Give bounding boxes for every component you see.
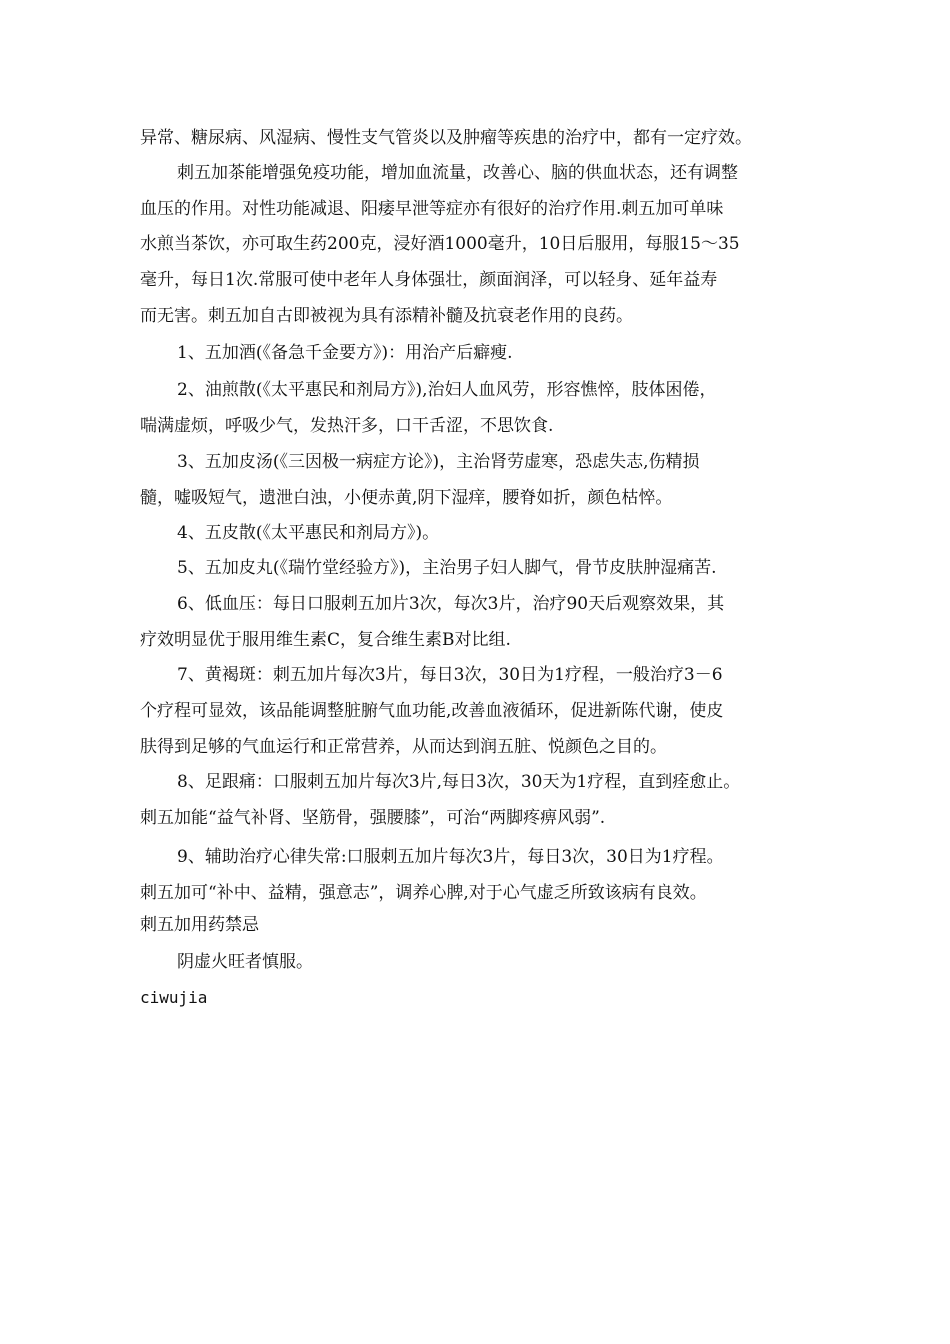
- list-item: 4、五皮散(《太平惠民和剂局方》)。: [177, 523, 440, 543]
- paragraph-line: 异常、糖尿病、风湿病、慢性支气管炎以及肿瘤等疾患的治疗中，都有一定疗效。: [140, 128, 752, 148]
- paragraph-line: 血压的作用。对性功能减退、阳痿早泄等症亦有很好的治疗作用.刺五加可单味: [140, 199, 724, 219]
- paragraph-line: 髓，嘘吸短气，遗泄白浊，小便赤黄,阴下湿痒，腰脊如折，颜色枯悴。: [140, 488, 673, 508]
- section-heading: 刺五加用药禁忌: [140, 915, 259, 935]
- paragraph-line: 刺五加可“补中、益精，强意志”，调养心脾,对于心气虚乏所致该病有良效。: [140, 883, 707, 903]
- paragraph-line: 刺五加茶能增强免疫功能，增加血流量，改善心、脑的供血状态，还有调整: [177, 163, 738, 183]
- paragraph-line: 阴虚火旺者慎服。: [177, 952, 313, 972]
- list-item: 6、低血压：每日口服刺五加片3次，每次3片，治疗90天后观察效果，其: [177, 594, 725, 614]
- paragraph-line: 毫升，每日1次.常服可使中老年人身体强壮，颜面润泽，可以轻身、延年益寿: [140, 270, 718, 290]
- list-item: 8、足跟痛：口服刺五加片每次3片,每日3次，30天为1疗程，直到痊愈止。: [177, 772, 741, 792]
- footer-text: ciwujia: [140, 988, 208, 1007]
- paragraph-line: 疗效明显优于服用维生素C，复合维生素B对比组.: [140, 630, 511, 650]
- list-item: 1、五加酒(《备急千金要方》)：用治产后癖瘦.: [177, 343, 513, 363]
- paragraph-line: 肤得到足够的气血运行和正常营养，从而达到润五脏、悦颜色之目的。: [140, 737, 667, 757]
- paragraph-line: 水煎当茶饮，亦可取生药200克，浸好酒1000毫升，10日后服用，每服15～35: [140, 234, 740, 254]
- list-item: 9、辅助治疗心律失常:口服刺五加片每次3片，每日3次，30日为1疗程。: [177, 847, 724, 867]
- paragraph-line: 而无害。刺五加自古即被视为具有添精补髓及抗衰老作用的良药。: [140, 306, 633, 326]
- paragraph-line: 刺五加能“益气补肾、坚筋骨，强腰膝”，可治“两脚疼痹风弱”.: [140, 808, 606, 828]
- paragraph-line: 个疗程可显效，该品能调整脏腑气血功能,改善血液循环，促进新陈代谢，使皮: [140, 701, 724, 721]
- list-item: 5、五加皮丸(《瑞竹堂经验方》)，主治男子妇人脚气，骨节皮肤肿湿痛苦.: [177, 558, 717, 578]
- list-item: 3、五加皮汤(《三因极一病症方论》)，主治肾劳虚寒，恐虑失志,伤精损: [177, 452, 700, 472]
- list-item: 7、黄褐斑：刺五加片每次3片，每日3次，30日为1疗程，一般治疗3－6: [177, 665, 723, 685]
- list-item: 2、油煎散(《太平惠民和剂局方》),治妇人血风劳，形容憔悴，肢体困倦，: [177, 380, 717, 400]
- paragraph-line: 喘满虚烦，呼吸少气，发热汗多，口干舌涩，不思饮食.: [140, 416, 554, 436]
